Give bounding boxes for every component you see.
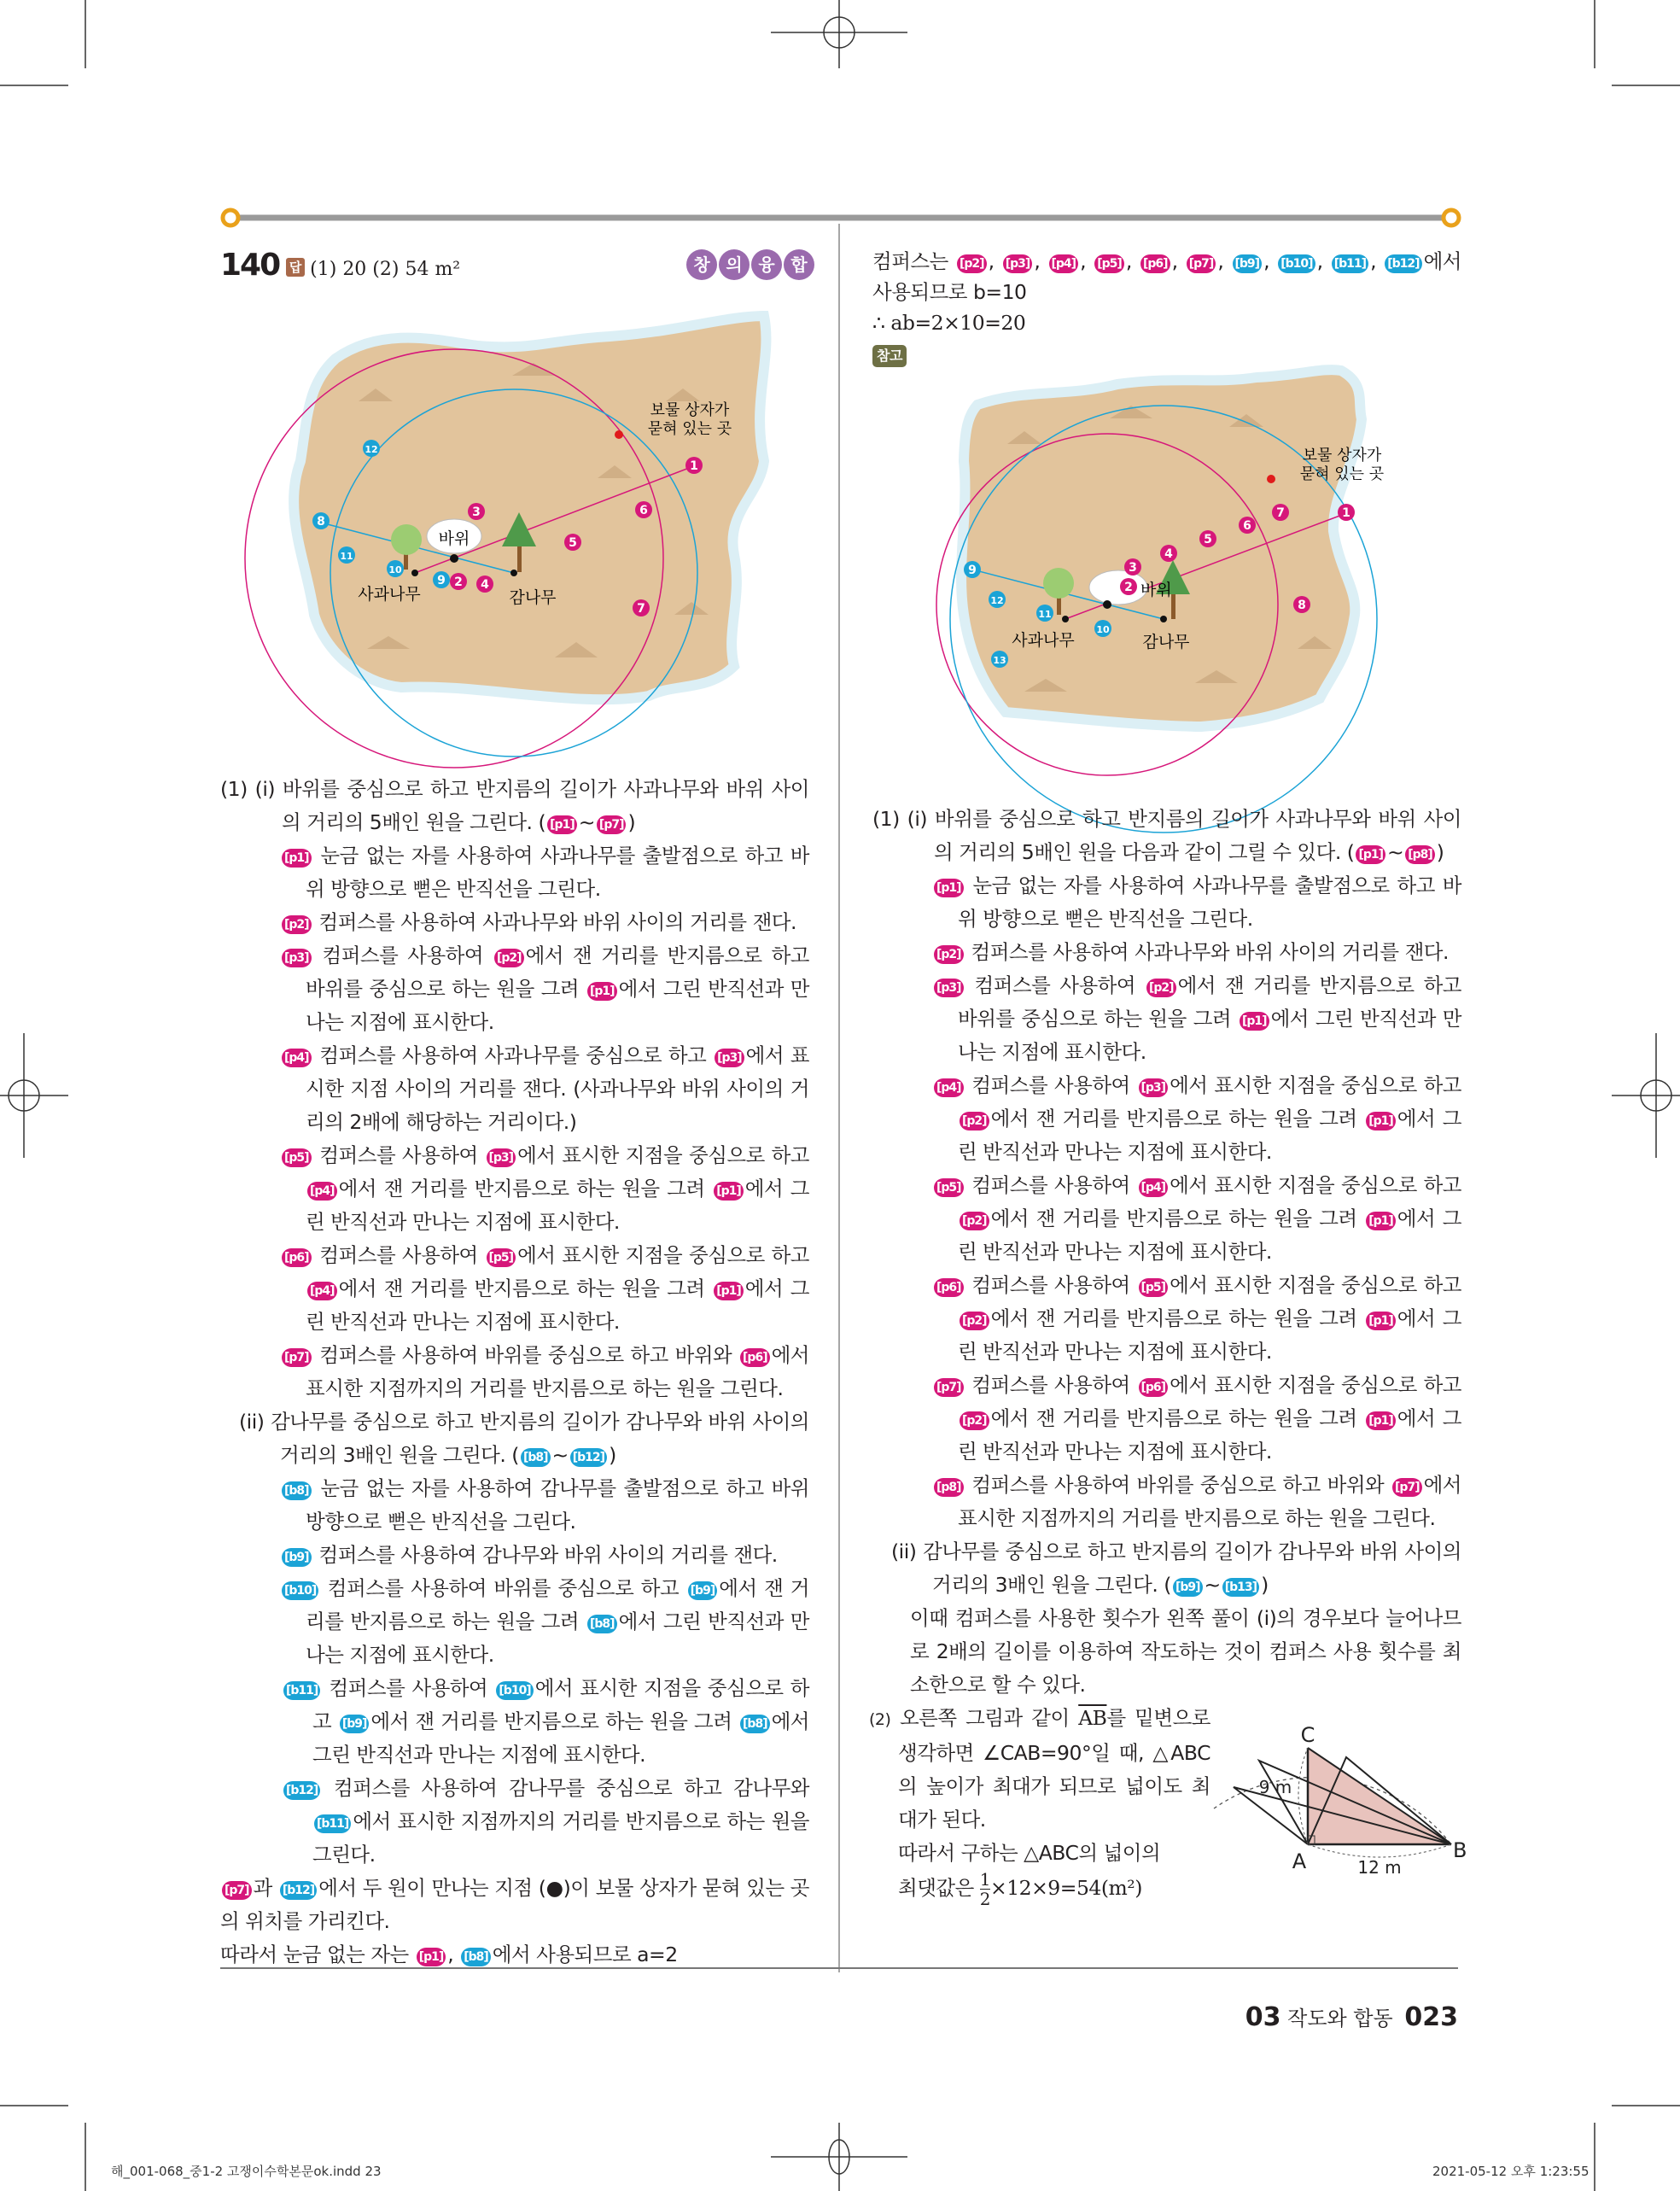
map-step-number: 10 xyxy=(1096,624,1110,635)
treasure-label: 묻혀 있는 곳 xyxy=(647,420,732,438)
solution-step: [b12] 컴퍼스를 사용하여 감나무를 중심으로 하고 감나무와 [b11] 에서 표시한 지점까지의 거리를 반지름으로 하는 원을 그린다. xyxy=(220,1772,809,1872)
step-marker-icon: [p3] xyxy=(934,979,964,997)
map-step-number: 12 xyxy=(365,444,378,455)
step-marker-icon: [p8] xyxy=(1405,845,1435,864)
page-number: 023 xyxy=(1404,2002,1458,2032)
vertex-c-label: C xyxy=(1300,1723,1315,1747)
treasure-point xyxy=(615,430,623,439)
treasure-point xyxy=(1267,475,1275,483)
step-marker-icon: [p6] xyxy=(1140,254,1170,273)
vertex-b-label: B xyxy=(1453,1838,1467,1862)
solution-step: [p4] 컴퍼스를 사용하여 [p3] 에서 표시한 지점을 중심으로 하고 [p2] 에서 잰 거리를 반지름으로 하는 원을 그려 [p1] 에서 그린 반직선과 만나는 지점에 표시한다. xyxy=(872,1069,1461,1169)
map-step-number: 10 xyxy=(388,564,402,576)
map-step-number: 7 xyxy=(637,602,645,616)
map-step-number: 12 xyxy=(990,595,1004,606)
left-solution-text xyxy=(220,773,809,1972)
page-footer xyxy=(1245,2001,1458,2032)
step-marker-icon: [p5] xyxy=(1139,1278,1169,1297)
map-step-number: 3 xyxy=(472,505,481,519)
part2-text xyxy=(869,1702,1210,1908)
fraction-numerator: 1 xyxy=(979,1869,991,1890)
map-step-number: 13 xyxy=(993,655,1006,666)
tag-badge: 융 xyxy=(751,249,782,280)
part2-paragraph xyxy=(869,1702,1210,1837)
step-marker-icon: [p4] xyxy=(307,1182,337,1201)
segment-ab: $\overline{AB}$ xyxy=(1078,1706,1107,1730)
map-step-number: 6 xyxy=(639,504,648,517)
step-marker-icon: [p2] xyxy=(960,1212,989,1230)
treasure-label: 보물 상자가 xyxy=(1302,447,1382,464)
solution-conclusion: [p7] 과 [b12] 에서 두 원이 만나는 지점 (●)이 보물 상자가 묻혀 있는 곳의 위치를 가리킨다. xyxy=(220,1876,810,1933)
step-marker-icon: [p5] xyxy=(934,1178,964,1197)
chapter-number: 03 xyxy=(1245,2002,1281,2032)
step-marker-icon: [p2] xyxy=(960,1112,989,1131)
solution-step: [p3] 컴퍼스를 사용하여 [p2] 에서 잰 거리를 반지름으로 하고 바위를 중심으로 하는 원을 그려 [p1] 에서 그린 반직선과 만나는 지점에 표시한다. xyxy=(220,939,809,1039)
persimmon-tree-label: 감나무 xyxy=(509,588,557,607)
step-marker-icon: [p1] xyxy=(714,1182,744,1201)
problem-header xyxy=(220,248,460,283)
step-marker-icon: [p2] xyxy=(960,1312,989,1330)
part2-text-segment: ×12×9=54(m²) xyxy=(990,1876,1142,1900)
step-marker-icon: [p5] xyxy=(487,1248,516,1267)
apple-tree-label: 사과나무 xyxy=(358,585,421,604)
tag-badge: 창 xyxy=(686,249,717,280)
step-marker-icon: [b10] xyxy=(496,1681,533,1700)
map-step-number: 1 xyxy=(1342,506,1350,520)
step-marker-icon: [p4] xyxy=(307,1282,337,1300)
answer-text: (1) 20 (2) 54 m² xyxy=(310,259,461,280)
result-line: ∴ ab=2×10=20 xyxy=(872,311,1026,335)
step-marker-icon: [p1] xyxy=(1240,1012,1269,1031)
step-marker-icon: [p1] xyxy=(417,1948,446,1966)
step-marker-icon: [b12] xyxy=(283,1781,320,1800)
map-step-number: 2 xyxy=(454,576,463,589)
step-marker-icon: [p1] xyxy=(934,879,964,897)
map-step-number: 4 xyxy=(1164,547,1173,561)
solution-step: [p7] 컴퍼스를 사용하여 [p6] 에서 표시한 지점을 중심으로 하고 [p2] 에서 잰 거리를 반지름으로 하는 원을 그려 [p1] 에서 그린 반직선과 만나는 지점에 표시한다. xyxy=(872,1369,1461,1469)
solution-step: [p7] 컴퍼스를 사용하여 바위를 중심으로 하고 바위와 [p6] 에서 표시한 지점까지의 거리를 반지름으로 하는 원을 그린다. xyxy=(220,1339,809,1405)
part2-conclusion: 따라서 구하는 △ABC의 넓이의 xyxy=(898,1841,1161,1865)
step-marker-icon: [p6] xyxy=(282,1248,312,1267)
solution-step: [p1] 눈금 없는 자를 사용하여 사과나무를 출발점으로 하고 바위 방향으로 뻗은 반직선을 그린다. xyxy=(220,839,809,906)
answer-badge: 답 xyxy=(286,258,305,277)
solution-step: [b10] 컴퍼스를 사용하여 바위를 중심으로 하고 [b9] 에서 잰 거리를 반지름으로 하는 원을 그려 [b8] 에서 그린 반직선과 만나는 지점에 표시한다. xyxy=(220,1572,809,1672)
solution-step: [p1] 눈금 없는 자를 사용하여 사과나무를 출발점으로 하고 바위 방향으로 뻗은 반직선을 그린다. xyxy=(872,869,1461,936)
step-marker-icon: [p1] xyxy=(587,982,617,1001)
step-marker-icon: [p1] xyxy=(1356,845,1385,864)
rock-label: 바위 xyxy=(438,529,470,548)
step-marker-icon: [p2] xyxy=(494,949,524,967)
map-step-number: 6 xyxy=(1243,519,1251,533)
step-marker-icon: [p6] xyxy=(740,1348,770,1367)
solution-conclusion: 따라서 눈금 없는 자는 [p1] , [b8] 에서 사용되므로 a=2 xyxy=(220,1943,678,1966)
solution-step: [p6] 컴퍼스를 사용하여 [p5] 에서 표시한 지점을 중심으로 하고 [p4] 에서 잰 거리를 반지름으로 하는 원을 그려 [p1] 에서 그린 반직선과 만나는 지점에 표시한다. xyxy=(220,1239,809,1339)
step-marker-icon: [b9] xyxy=(282,1548,312,1567)
map-step-number: 5 xyxy=(569,536,577,550)
step-marker-icon: [b8] xyxy=(740,1715,770,1733)
step-marker-icon: [p5] xyxy=(1094,254,1124,273)
apple-tree-label: 사과나무 xyxy=(1012,631,1075,650)
step-marker-icon: [p2] xyxy=(957,254,987,273)
map-step-number: 7 xyxy=(1276,506,1285,520)
left-map xyxy=(245,316,766,768)
step-marker-icon: [p1] xyxy=(714,1282,744,1300)
treasure-label: 묻혀 있는 곳 xyxy=(1299,465,1385,483)
treasure-label: 보물 상자가 xyxy=(650,401,730,419)
step-marker-icon: [p3] xyxy=(487,1148,516,1167)
solution-step: [b8] 눈금 없는 자를 사용하여 감나무를 출발점으로 하고 바위 방향으로 뻗은 반직선을 그린다. xyxy=(220,1472,809,1539)
step-marker-icon: [b12] xyxy=(570,1448,607,1467)
step-marker-icon: [p7] xyxy=(282,1348,312,1367)
step-marker-icon: [b9] xyxy=(1173,1578,1203,1597)
step-marker-icon: [p2] xyxy=(1146,979,1176,997)
reference-badge: 참고 xyxy=(872,345,907,367)
map-step-number: 8 xyxy=(1298,599,1306,612)
step-marker-icon: [p1] xyxy=(1366,1212,1396,1230)
solution-step: [p6] 컴퍼스를 사용하여 [p5] 에서 표시한 지점을 중심으로 하고 [p2] 에서 잰 거리를 반지름으로 하는 원을 그려 [p1] 에서 그린 반직선과 만나는 지점에 표시한다. xyxy=(872,1269,1461,1369)
step-marker-icon: [p8] xyxy=(934,1478,964,1497)
top-rule xyxy=(223,210,1459,225)
part2-text-segment: 최댓값은 xyxy=(898,1876,980,1900)
step-marker-icon: [p3] xyxy=(1003,254,1033,273)
tag-badge: 합 xyxy=(784,249,814,280)
part2-text-segment: 를 밑변으로 생각하면 ∠CAB=90°일 때, △ABC의 높이가 최대가 되므로 넓이도 최대가 된다. xyxy=(898,1706,1210,1832)
compass-count-line: 컴퍼스는 [p2] , [p3] , [p4] , [p5] , [p6] , [p7] , [b9] , [b10] , [b11] , [b12] 에서 사용되므로 b=10 xyxy=(872,249,1461,304)
step-marker-icon: [b11] xyxy=(314,1814,351,1833)
solution-step: [p2] 컴퍼스를 사용하여 사과나무와 바위 사이의 거리를 잰다. xyxy=(872,936,1461,969)
map-step-number: 5 xyxy=(1204,533,1212,546)
height-label: 9 m xyxy=(1258,1777,1292,1797)
vertex-a-label: A xyxy=(1292,1849,1307,1873)
step-marker-icon: [p3] xyxy=(1139,1078,1169,1097)
map-step-number: 8 xyxy=(317,515,325,529)
step-marker-icon: [p2] xyxy=(934,945,964,964)
solution-step: [p5] 컴퍼스를 사용하여 [p4] 에서 표시한 지점을 중심으로 하고 [p2] 에서 잰 거리를 반지름으로 하는 원을 그려 [p1] 에서 그린 반직선과 만나는 지점에 표시한다. xyxy=(872,1169,1461,1269)
step-marker-icon: [p7] xyxy=(1187,254,1216,273)
solution-paragraph: (1) (i) 바위를 중심으로 하고 반지름의 길이가 사과나무와 바위 사이의 거리의 5배인 원을 다음과 같이 그릴 수 있다. ( [p1] ~ [p8] ) xyxy=(872,807,1461,864)
problem-number: 140 xyxy=(220,248,280,283)
solution-step: [p4] 컴퍼스를 사용하여 사과나무를 중심으로 하고 [p3] 에서 표시한 지점 사이의 거리를 잰다. (사과나무와 바위 사이의 거리의 2배에 해당하는 거리이다.) xyxy=(220,1039,809,1139)
step-marker-icon: [b8] xyxy=(521,1448,551,1467)
chapter-title: 작도와 합동 xyxy=(1287,2007,1393,2030)
step-marker-icon: [b11] xyxy=(1332,254,1368,273)
step-marker-icon: [p7] xyxy=(222,1881,252,1900)
step-marker-icon: [p5] xyxy=(282,1148,312,1167)
solution-step: [b9] 컴퍼스를 사용하여 감나무와 바위 사이의 거리를 잰다. xyxy=(220,1539,809,1572)
tag-badge: 의 xyxy=(719,249,750,280)
map-step-number: 9 xyxy=(968,564,977,577)
step-marker-icon: [b12] xyxy=(280,1881,317,1900)
map-step-number: 4 xyxy=(481,578,489,592)
map-step-number: 1 xyxy=(690,459,698,473)
map-step-number: 2 xyxy=(1124,581,1133,594)
solution-paragraph: (ii) 감나무를 중심으로 하고 반지름의 길이가 감나무와 바위 사이의 거리의 3배인 원을 그린다. ( [b9] ~ [b13] ) xyxy=(891,1540,1461,1597)
right-top-text xyxy=(872,246,1461,369)
step-marker-icon: [p7] xyxy=(934,1378,964,1397)
step-marker-icon: [p1] xyxy=(282,849,312,868)
slug-timestamp: 2021-05-12 오후 1:23:55 xyxy=(1432,2164,1590,2179)
map-step-number: 11 xyxy=(340,551,353,562)
solution-step: [b11] 컴퍼스를 사용하여 [b10] 에서 표시한 지점을 중심으로 하고 [b9] 에서 잰 거리를 반지름으로 하는 원을 그려 [b8] 에서 그린 반직선과 만나는 지점에 표시한다. xyxy=(220,1672,809,1772)
step-marker-icon: [b9] xyxy=(340,1715,370,1733)
solution-step: [p3] 컴퍼스를 사용하여 [p2] 에서 잰 거리를 반지름으로 하고 바위를 중심으로 하는 원을 그려 [p1] 에서 그린 반직선과 만나는 지점에 표시한다. xyxy=(872,969,1461,1069)
step-marker-icon: [p7] xyxy=(597,815,627,834)
step-marker-icon: [p3] xyxy=(282,949,312,967)
step-marker-icon: [p1] xyxy=(1366,1112,1396,1131)
right-map xyxy=(936,370,1384,833)
step-marker-icon: [b10] xyxy=(282,1581,318,1600)
step-marker-icon: [b8] xyxy=(587,1615,617,1633)
solution-paragraph: (ii) 감나무를 중심으로 하고 반지름의 길이가 감나무와 바위 사이의 거리의 3배인 원을 그린다. ( [b8] ~ [b12] ) xyxy=(239,1410,809,1467)
map-step-number: 3 xyxy=(1129,561,1137,575)
persimmon-tree-label: 감나무 xyxy=(1142,633,1190,651)
solution-step: [p5] 컴퍼스를 사용하여 [p3] 에서 표시한 지점을 중심으로 하고 [p4] 에서 잰 거리를 반지름으로 하는 원을 그려 [p1] 에서 그린 반직선과 만나는 지점에 표시한다. xyxy=(220,1139,809,1239)
category-tags xyxy=(685,249,814,280)
step-marker-icon: [b8] xyxy=(282,1481,312,1500)
right-solution-text xyxy=(869,803,1461,1909)
map-step-number: 9 xyxy=(437,574,446,587)
part2-text-segment: 오른쪽 그림과 같이 xyxy=(899,1706,1079,1730)
slug-filename: 해_001-068_중1-2 고쟁이수학본문ok.indd 23 xyxy=(111,2164,382,2179)
step-marker-icon: [b12] xyxy=(1385,254,1421,273)
rock-label: 바위 xyxy=(1140,581,1172,599)
step-marker-icon: [b11] xyxy=(283,1681,320,1700)
step-marker-icon: [p7] xyxy=(1392,1478,1422,1497)
solution-paragraph: (1) (i) 바위를 중심으로 하고 반지름의 길이가 사과나무와 바위 사이의 거리의 5배인 원을 그린다. ( [p1] ~ [p7] ) xyxy=(220,777,809,834)
step-marker-icon: [p4] xyxy=(282,1049,312,1067)
step-marker-icon: [p6] xyxy=(1139,1378,1169,1397)
step-marker-icon: [b13] xyxy=(1222,1578,1259,1597)
step-marker-icon: [p2] xyxy=(282,915,312,934)
step-marker-icon: [p4] xyxy=(1139,1178,1169,1197)
step-marker-icon: [p4] xyxy=(1049,254,1079,273)
step-marker-icon: [p1] xyxy=(547,815,577,834)
rock-icon xyxy=(1089,570,1147,605)
step-marker-icon: [b8] xyxy=(461,1948,491,1966)
fraction xyxy=(980,1870,990,1908)
base-label: 12 m xyxy=(1357,1857,1402,1878)
step-marker-icon: [b9] xyxy=(688,1581,718,1600)
part2-label: (2) xyxy=(869,1710,891,1729)
map-land xyxy=(961,370,1362,727)
step-marker-icon: [p1] xyxy=(1366,1312,1396,1330)
solution-note: 이때 컴퍼스를 사용한 횟수가 왼쪽 풀이 (i)의 경우보다 늘어나므로 2배의 길이를 이용하여 작도하는 것이 컴퍼스 사용 횟수를 최소한으로 할 수 있다. xyxy=(910,1606,1461,1697)
fraction-denominator: 2 xyxy=(979,1889,991,1909)
step-marker-icon: [p6] xyxy=(934,1278,964,1297)
map-step-number: 11 xyxy=(1038,609,1052,620)
step-marker-icon: [b10] xyxy=(1278,254,1315,273)
solution-step: [p2] 컴퍼스를 사용하여 사과나무와 바위 사이의 거리를 잰다. xyxy=(220,906,809,939)
step-marker-icon: [p2] xyxy=(960,1411,989,1430)
step-marker-icon: [p3] xyxy=(715,1049,744,1067)
step-marker-icon: [b9] xyxy=(1233,254,1263,273)
part2-result xyxy=(869,1870,1210,1908)
step-marker-icon: [p4] xyxy=(934,1078,964,1097)
step-marker-icon: [p1] xyxy=(1366,1411,1396,1430)
solution-step: [p8] 컴퍼스를 사용하여 바위를 중심으로 하고 바위와 [p7] 에서 표시한 지점까지의 거리를 반지름으로 하는 원을 그린다. xyxy=(872,1469,1461,1535)
